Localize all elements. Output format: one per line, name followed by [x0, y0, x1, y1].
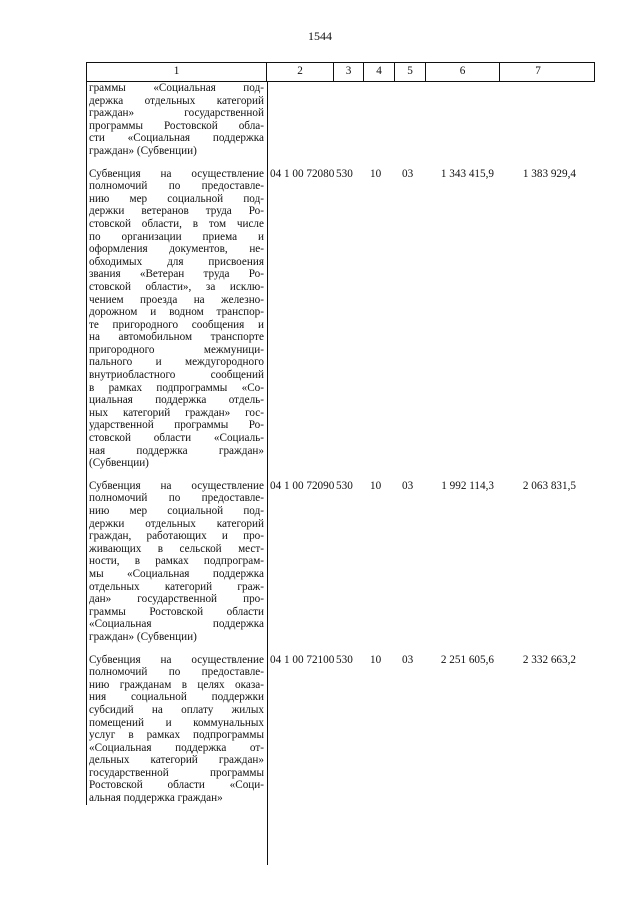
expense-type: 530 [336, 653, 353, 666]
description-line: Субвенция на осуществление [89, 167, 264, 180]
section: 10 [370, 653, 382, 666]
description-line: Субвенция на осуществление [89, 653, 264, 666]
row-description [87, 480, 267, 644]
description-line: пригородного межмуници- [89, 343, 264, 356]
subsection [395, 82, 426, 158]
amount-year-1: 1 992 114,3 [441, 479, 494, 492]
description-line: звания «Ветеран труда Ро- [89, 268, 264, 281]
description-line: держки отдельных категорий [89, 517, 264, 530]
header-col-4: 4 [364, 63, 395, 81]
table-row [87, 654, 595, 805]
table-row [87, 82, 595, 158]
section [364, 82, 395, 158]
table-header [86, 62, 595, 82]
header-col-6: 6 [426, 63, 500, 81]
description-line: на автомобильном транспорте [89, 331, 264, 344]
description-line: стовской области «Социаль- [89, 432, 264, 445]
description-line: граждан» (Субвенции) [89, 144, 197, 157]
description-line: мы «Социальная поддержка [89, 567, 264, 580]
description-line: помещений и коммунальных [89, 716, 264, 729]
amount-year-1: 2 251 605,6 [440, 653, 494, 666]
budget-code: 04 1 00 72100 [270, 653, 335, 666]
description-line: циальная поддержка отдель- [89, 394, 264, 407]
description-line: в рамках подпрограммы «Со- [89, 381, 264, 394]
description-line: нию мер социальной под- [89, 505, 264, 517]
description-line: держка отдельных категорий [89, 94, 264, 107]
description-line: «Социальная поддержка от- [89, 741, 264, 754]
description-line: оформления документов, не- [89, 243, 264, 256]
header-col-7: 7 [535, 65, 541, 77]
section: 10 [370, 479, 382, 492]
description-line: дельных категорий граждан» [89, 754, 264, 767]
description-line: граждан» государственной [89, 107, 264, 120]
page-number: 1544 [308, 29, 332, 43]
description-line: услуг в рамках подпрограммы [89, 729, 264, 742]
budget-code [267, 82, 334, 158]
description-line: граммы «Социальная под- [89, 82, 264, 94]
description-line: полномочий по предоставле- [89, 492, 264, 505]
header-col-2: 2 [267, 63, 334, 81]
description-line: ных категорий граждан» гос- [89, 406, 264, 419]
description-line: государственной программы [89, 766, 264, 779]
amount-year-2 [500, 82, 576, 158]
table-body [86, 82, 595, 805]
budget-code: 04 1 00 72090 [270, 479, 335, 492]
description-line: программы Ростовской обла- [89, 119, 264, 132]
description-line: Ростовской области «Соци- [89, 779, 264, 792]
expense-type: 530 [336, 167, 353, 180]
description-line: полномочий по предоставле- [89, 666, 264, 679]
amount-year-2: 1 383 929,4 [522, 167, 576, 180]
section: 10 [370, 167, 382, 180]
description-line: пального и междугородного [89, 356, 264, 369]
budget-code: 04 1 00 72080 [270, 167, 335, 180]
amount-year-2: 2 063 831,5 [522, 479, 576, 492]
description-line: отдельных категорий граж- [89, 580, 264, 593]
description-line: субсидий на оплату жилых [89, 703, 264, 716]
description-line: ударственной программы Ро- [89, 419, 264, 432]
amount-year-1 [426, 82, 500, 158]
description-line: сти «Социальная поддержка [89, 132, 264, 145]
description-line: (Субвенции) [89, 457, 149, 470]
description-line: граждан, работающих и про- [89, 530, 264, 543]
description-line: «Социальная поддержка [89, 618, 264, 631]
description-line: дорожном и водном транспор- [89, 306, 264, 319]
header-col-5: 5 [395, 63, 426, 81]
subsection: 03 [402, 479, 414, 492]
description-line: Субвенция на осуществление [89, 479, 264, 492]
description-line: граждан» (Субвенции) [89, 630, 197, 643]
description-line: держки ветеранов труда Ро- [89, 205, 264, 218]
description-line: те пригородного сообщения и [89, 318, 264, 331]
subsection: 03 [402, 653, 414, 666]
description-line: стовской области», за исклю- [89, 280, 264, 293]
description-line: нию мер социальной под- [89, 192, 264, 205]
amount-year-2: 2 332 663,2 [522, 653, 576, 666]
description-line: альная поддержка граждан» [89, 792, 223, 805]
subsection: 03 [402, 167, 414, 180]
budget-table [86, 62, 595, 805]
description-line: внутриобластного сообщений [89, 369, 264, 382]
table-row [87, 168, 595, 470]
description-line: ния социальной поддержки [89, 691, 264, 704]
row-description [87, 654, 267, 805]
header-col-1: 1 [87, 63, 267, 81]
amount-year-1: 1 343 415,9 [440, 167, 494, 180]
header-col-3: 3 [334, 63, 364, 81]
row-description [87, 168, 267, 470]
row-description [87, 82, 267, 158]
description-line: граммы Ростовской области [89, 605, 264, 618]
description-line: нию гражданам в целях оказа- [89, 678, 264, 691]
description-line: полномочий по предоставле- [89, 180, 264, 193]
table-row [87, 480, 595, 644]
description-line: дан» государственной про- [89, 593, 264, 606]
expense-type: 530 [336, 479, 353, 492]
description-line: обходимых для присвоения [89, 255, 264, 268]
description-line: чением проезда на железно- [89, 293, 264, 306]
description-line: живающих в сельской мест- [89, 542, 264, 555]
description-line: стовской области, в том числе [89, 217, 264, 230]
description-line: ности, в рамках подпрограм- [89, 555, 264, 568]
expense-type [334, 82, 364, 158]
description-line: по организации приема и [89, 230, 264, 243]
description-line: ная поддержка граждан» [89, 444, 264, 457]
